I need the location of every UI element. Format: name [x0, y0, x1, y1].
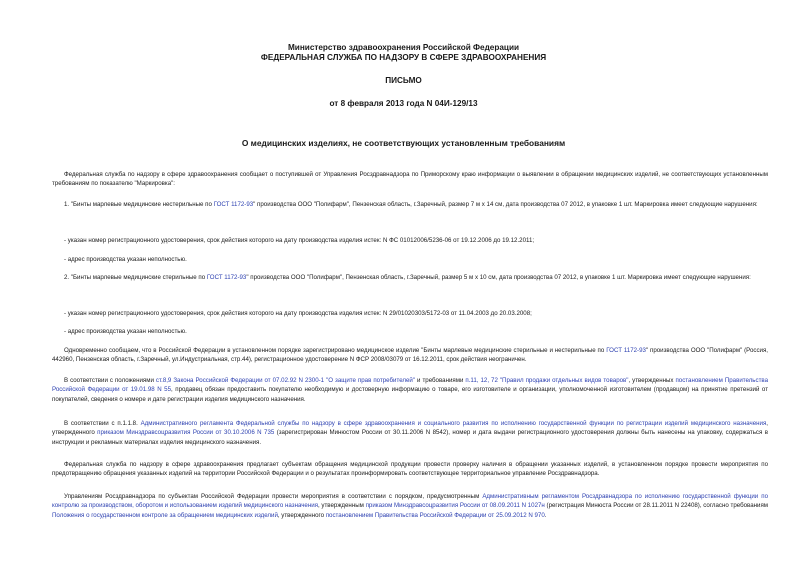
gost-link[interactable]: ГОСТ 1172-93 — [606, 347, 646, 354]
paragraph-item-1: 1. "Бинты марлевые медицинские нестерильные по ГОСТ 1172-93" производства ООО "Полифарм", Пензенская область, г.Заречный, размер 7 м х 14 см, дата производства 07 2012, в упаковке 1 шт. Маркировка имеет следующие нарушения: — [64, 201, 758, 208]
paragraph-registration: Одновременно сообщаем, что в Российской Федерации в установленном порядке зарегистрировано медицинское изделие "Бинты марлевые медицинские стерильные и нестерильные по ГОСТ 1172-93" производства ООО "Полифарм" (Россия, 442960, Пензенская область, г.Заречный, ул.Индустриальная, стр.44), регистрационное удостоверение N ФСР 2008/03079 от 16.12.2011, срок действия неограничен. — [52, 347, 769, 364]
paragraph-proposal: Федеральная служба по надзору в сфере здравоохранения предлагает субъектам обращения медицинской продукции провести проверку наличия в обращении указанных изделий, в установленном порядке провести мероприятия по предотвращению обращения указанных изделий на территории Российской Федерации и о результатах проинформировать соответствующее территориальное управление Росздравнадзора. — [52, 461, 768, 478]
trade-rules-link[interactable]: п.11, 12, 72 "Правил продажи отдельных видов товаров" — [465, 377, 629, 384]
admin-regulation-link[interactable]: Административного регламента Федеральной службы по надзору в сфере здравоохранения и социального развития по исполнению государственной функции по регистрации изделий медицинского назначения — [140, 420, 767, 427]
consumer-law-link[interactable]: ст.8,9 Закона Российской Федерации от 07.02.92 N 2300-1 "О защите прав потребителей" — [155, 377, 416, 384]
government-decree-970-link[interactable]: постановлением Правительства Российской Федерации от 25.09.2012 N 970 — [325, 511, 545, 519]
paragraph-intro: Федеральная служба по надзору в сфере здравоохранения сообщает о поступившей от Управления Росздравнадзора по Приморскому краю информации о выявлении в обращении медицинских изделий, не соответствующих установленным требованиям по показателю "Маркировка": — [52, 171, 768, 188]
paragraph-consumer-law: В соответствии с положениями ст.8,9 Закона Российской Федерации от 07.02.92 N 2300-1 "О защите прав потребителей" и требованиями п.11, 12, 72 "Правил продажи отдельных видов товаров", утвержденных постановлением Правительства Российской Федерации от 19.01.98 N 55, продавец обязан предоставить покупателю необходимую и достоверную информацию о товаре, его изготовителе и организации, уполномоченной изготовителем (продавцом) на принятие претензий от покупателей, сведения о номере и дате регистрации изделия медицинского назначения. — [52, 377, 769, 403]
paragraph-item-1-violation-2: - адрес производства указан неполностью. — [64, 256, 187, 263]
document-title: О медицинских изделиях, не соответствующих установленным требованиям — [241, 138, 566, 148]
order-1027n-link[interactable]: приказом Минздравсоцразвития России от 08.09.2011 N 1027н — [365, 502, 545, 510]
control-regulation-link[interactable]: Административным регламентом Росздравнадзора по исполнению государственной функции по контролю за производством, оборотом и использованием изделий медицинского назначения — [52, 493, 768, 510]
document-type: ПИСЬМО — [385, 76, 422, 85]
order-735-link[interactable]: приказом Минздравсоцразвития России от 30.10.2006 N 735 — [97, 429, 275, 437]
ministry-name: Министерство здравоохранения Российской Федерации — [287, 43, 520, 52]
paragraph-instructions: Управлениям Росздравнадзора по субъектам Российской Федерации провести мероприятия в соответствии с порядком, предусмотренным Административным регламентом Росздравнадзора по исполнению государственной функции по контролю за производством, оборотом и использованием изделий медицинского назначения, утвержденным приказом Минздравсоцразвития России от 08.09.2011 N 1027н (регистрация Минюста России от 28.11.2011 N 22408), согласно требованиям Положения о государственном контроле за обращением медицинских изделий, утвержденного постановлением Правительства Российской Федерации от 25.09.2012 N 970. — [52, 493, 768, 519]
gost-link[interactable]: ГОСТ 1172-93 — [213, 201, 254, 208]
gost-link[interactable]: ГОСТ 1172-93 — [206, 274, 247, 281]
control-provision-link[interactable]: Положения о государственном контроле за обращением медицинских изделий — [52, 511, 278, 519]
document-date-number: от 8 февраля 2013 года N 04И-129/13 — [329, 99, 478, 108]
paragraph-item-2-violation-2: - адрес производства указан неполностью. — [64, 328, 187, 335]
service-name: ФЕДЕРАЛЬНАЯ СЛУЖБА ПО НАДЗОРУ В СФЕРЕ ЗДРАВООХРАНЕНИЯ — [260, 53, 547, 62]
paragraph-item-1-violation-1: - указан номер регистрационного удостоверения, срок действия которого на дату производства изделия истек: N ФС 01012006/5236-06 от 19.12.2006 до 19.12.2011; — [64, 237, 535, 244]
paragraph-item-2: 2. "Бинты марлевые медицинские стерильные по ГОСТ 1172-93" производства ООО "Полифарм", Пензенская область, г.Заречный, размер 5 м х 10 см, дата производства 07 2012, в упаковке 1 шт. Маркировка имеет следующие нарушения: — [64, 274, 751, 281]
government-decree-55-link[interactable]: постановлением Правительства Российской Федерации от 19.01.98 N 55 — [52, 377, 768, 394]
paragraph-item-2-violation-1: - указан номер регистрационного удостоверения, срок действия которого на дату производства изделия истек: N 29/01020303/5172-03 от 11.04.2003 до 20.03.2008; — [64, 310, 532, 317]
paragraph-regulation: В соответствии с п.1.1.8. Административного регламента Федеральной службы по надзору в сфере здравоохранения и социального развития по исполнению государственной функции по регистрации изделий медицинского назначения, утвержденного приказом Минздравсоцразвития России от 30.10.2006 N 735 (зарегистрирован Минюстом России от 30.11.2006 N 8542), номер и дата выдачи регистрационного удостоверения должны быть нанесены на упаковку, содержаться в инструкции и рекламных материалах изделия медицинского назначения. — [52, 420, 768, 446]
